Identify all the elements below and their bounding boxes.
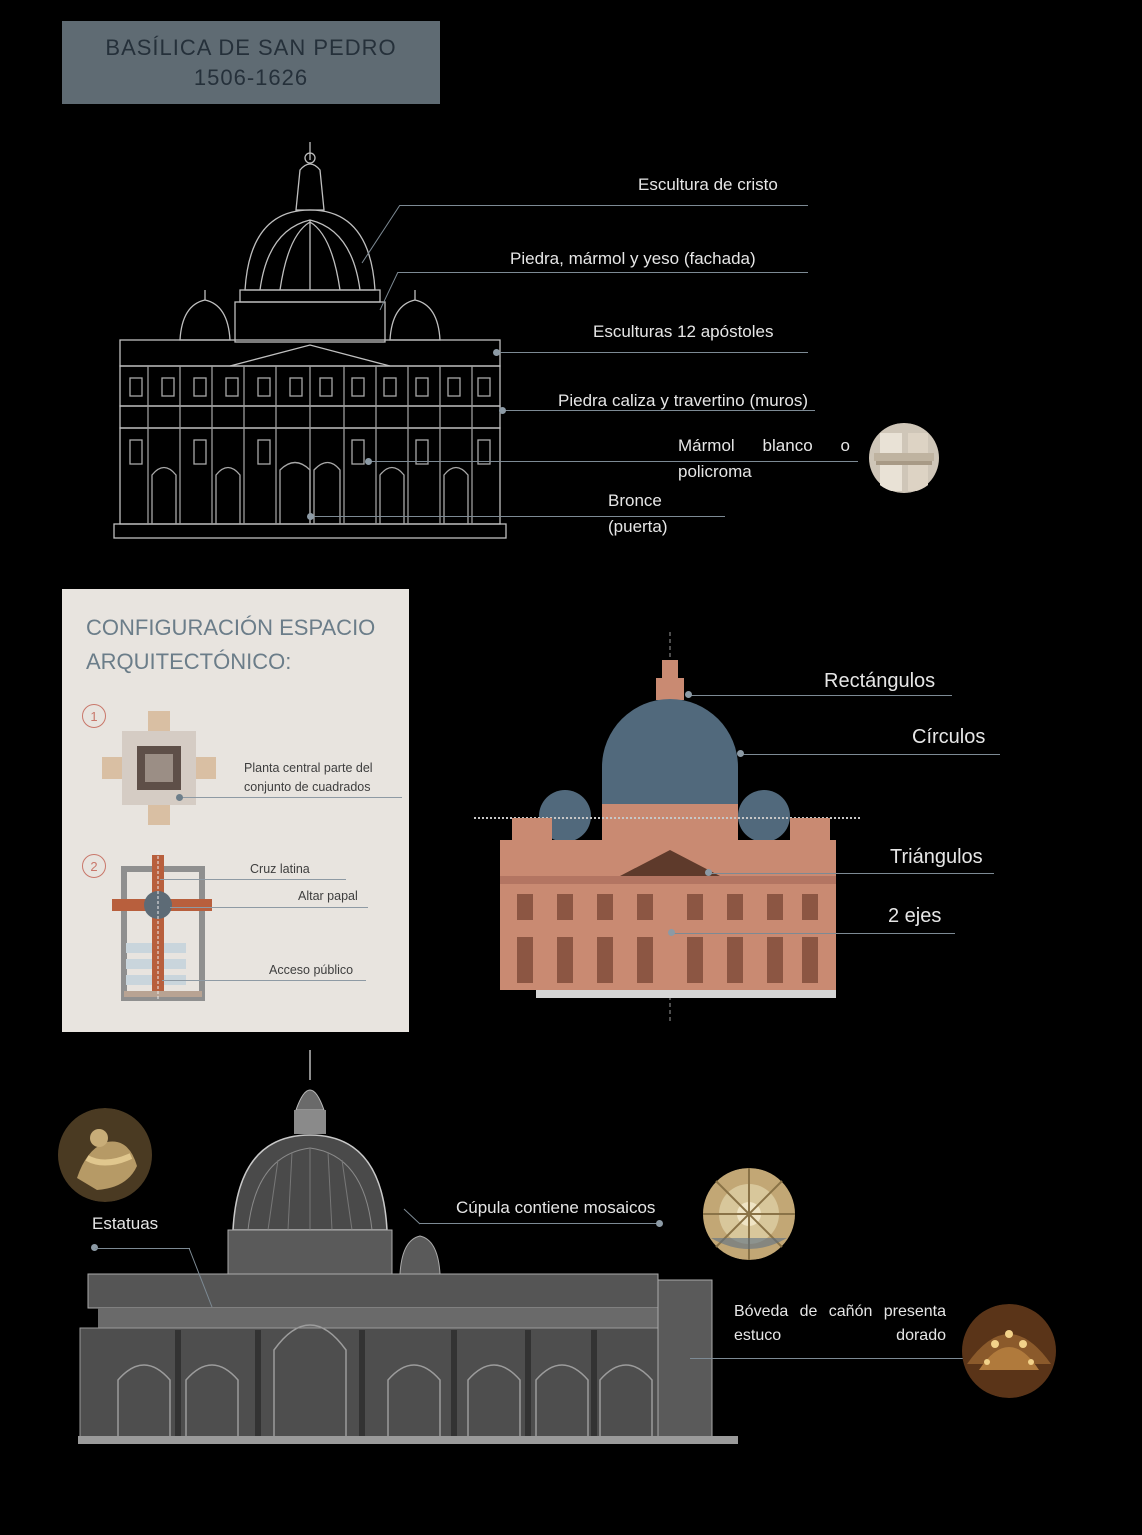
leader-stone-marble — [398, 272, 808, 273]
marker-triangles — [705, 869, 712, 876]
label-marble: Mármol blanco o policroma — [678, 436, 850, 481]
leader-statues — [95, 1248, 190, 1249]
marker-axes — [668, 929, 675, 936]
marker-bronze — [307, 513, 314, 520]
leader-axes — [673, 933, 955, 934]
title-box — [62, 21, 440, 104]
leader-statues-diagonal — [188, 1247, 218, 1309]
step-2-badge: 2 — [82, 854, 106, 878]
marker-rectangles — [685, 691, 692, 698]
column-photo-thumbnail — [866, 423, 942, 493]
label-vault: Bóveda de cañón presenta estuco dorado — [734, 1303, 946, 1344]
leader-circles — [742, 754, 1000, 755]
leader-triangles — [710, 873, 994, 874]
statue-photo-thumbnail — [57, 1108, 153, 1202]
label-access: Acceso público — [269, 963, 354, 977]
marker-dome — [656, 1220, 663, 1227]
facade-drawing — [110, 140, 510, 555]
leader-sculpture-diagonal — [360, 205, 402, 265]
marker-central-plan — [176, 794, 183, 801]
leader-central-plan — [180, 797, 402, 798]
leader-apostles — [500, 352, 808, 353]
leader-dome — [420, 1223, 660, 1224]
latin-cross-diagram — [110, 851, 220, 1001]
cross-section-drawing — [78, 1050, 738, 1450]
label-stone-marble: Piedra, mármol y yeso (fachada) — [510, 249, 756, 268]
label-altar: Altar papal — [298, 889, 358, 903]
label-triangles: Triángulos — [890, 846, 983, 868]
dome-photo-thumbnail — [701, 1168, 797, 1260]
step-1-badge: 1 — [82, 704, 106, 728]
label-statues: Estatuas — [92, 1214, 159, 1233]
leader-access — [162, 980, 366, 981]
leader-cross — [160, 879, 346, 880]
label-cross: Cruz latina — [250, 862, 310, 876]
leader-dome-diagonal — [402, 1208, 422, 1226]
leader-stone-marble-diagonal — [378, 272, 400, 312]
label-axes: 2 ejes — [888, 905, 942, 927]
leader-rectangles — [690, 695, 952, 696]
label-central-plan — [244, 759, 399, 797]
label-circles: Círculos — [912, 726, 986, 748]
label-bronze: Bronce (puerta) — [608, 491, 668, 536]
central-plan-text: Planta central parte del conjunto de cuadrados — [244, 761, 373, 794]
marker-marble — [365, 458, 372, 465]
geometry-facade — [472, 632, 862, 1024]
config-title: CONFIGURACIÓN ESPACIO ARQUITECTÓNICO: — [86, 615, 376, 674]
vault-photo-thumbnail — [961, 1304, 1057, 1398]
marker-apostles — [493, 349, 500, 356]
marker-limestone — [499, 407, 506, 414]
label-apostles: Esculturas 12 apóstoles — [593, 322, 774, 341]
leader-sculpture — [400, 205, 808, 206]
label-limestone: Piedra caliza y travertino (muros) — [558, 391, 808, 410]
label-sculpture: Escultura de cristo — [638, 175, 778, 194]
title-line1: BASÍLICA DE SAN PEDRO — [105, 34, 397, 60]
marker-circles — [737, 750, 744, 757]
label-dome: Cúpula contiene mosaicos — [456, 1198, 656, 1217]
label-rectangles: Rectángulos — [824, 670, 936, 692]
central-plan-diagram — [100, 709, 218, 827]
title-line2: 1506-1626 — [193, 64, 309, 90]
leader-altar — [170, 907, 368, 908]
config-panel — [62, 589, 409, 1032]
